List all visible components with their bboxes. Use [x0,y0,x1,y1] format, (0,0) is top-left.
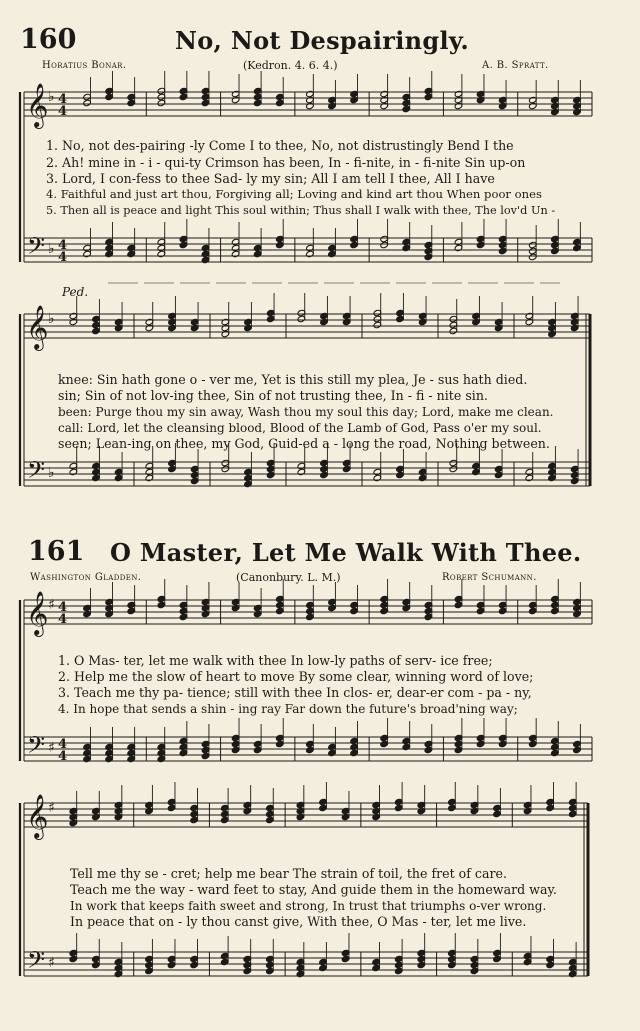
verse-line: seen; Lean-ing on thee, my God, Guid-ed a - long the road, Nothing between. [58,436,550,451]
verse-line: 1. No, not des-pairing -ly Come I to thee, No, not distrustingly Bend I the [46,138,514,153]
time-signature: 4 [58,238,68,253]
bass-clef: 𝄢 [27,456,46,489]
words-credit: Horatius Bonar. [42,60,127,71]
key-signature: ♭ [48,465,55,481]
time-signature: 4 [58,612,68,627]
treble-clef: 𝄞 [26,591,49,635]
verse-line: knee: Sin hath gone o - ver me, Yet is this still my plea, Je - sus hath died. [58,372,528,387]
key-signature: ♭ [48,89,55,105]
hymn-number: 161 [28,536,85,567]
key-signature: ♭ [48,311,55,327]
key-signature: ♯ [48,800,55,816]
music-credit: A. B. Spratt. [482,60,549,71]
pedal-marking: Ped. [62,285,89,299]
hymn-title: O Master, Let Me Walk With Thee. [110,538,582,567]
verse-line: sin; Sin of not lov-ing thee, Sin of not trusting thee, In - fi - nite sin. [58,388,488,403]
music-credit: Robert Schumann. [442,572,537,583]
verse-line: Tell me thy se - cret; help me bear The strain of toil, the fret of care. [70,866,507,881]
bass-clef: 𝄢 [27,946,46,979]
key-signature: ♭ [48,241,55,257]
verse-line: been: Purge thou my sin away, Wash thou my soul this day; Lord, make me clean. [58,405,554,419]
verse-line: Teach me the way - ward feet to stay, And guide them in the homeward way. [70,882,557,897]
time-signature: 4 [58,600,68,615]
time-signature: 4 [58,749,68,764]
treble-clef: 𝄞 [26,305,49,349]
verse-line: 3. Teach me thy pa- tience; still with thee In clos- er, dear-er com - pa - ny, [58,685,532,700]
time-signature: 4 [58,92,68,107]
time-signature: 4 [58,250,68,265]
verse-line: 4. In hope that sends a shin - ing ray Far down the future's broad'ning way; [58,702,518,716]
verse-line: 2. Help me the slow of heart to move By some clear, winning word of love; [58,669,534,684]
tune-meter: (Canonbury. L. M.) [236,571,341,584]
tune-meter: (Kedron. 4. 6. 4.) [243,59,338,72]
bass-clef: 𝄢 [27,232,46,265]
bass-clef: 𝄢 [27,731,46,764]
time-signature: 4 [58,104,68,119]
verse-line: 4. Faithful and just art thou, Forgiving all; Loving and kind art thou When poor ones [46,187,542,201]
hymn-number: 160 [20,24,77,55]
verse-line: 2. Ah! mine in - i - qui-ty Crimson has been, In - fi-nite, in - fi-nite Sin up-on [46,155,526,170]
verse-line: In work that keeps faith sweet and strong, In trust that triumphs o-ver wrong. [70,899,547,913]
hymn-title: No, Not Despairingly. [175,26,470,55]
verse-line: 3. Lord, I con-fess to thee Sad- ly my sin; All I am tell I thee, All I have [46,171,495,186]
treble-clef: 𝄞 [26,794,49,838]
verse-line: In peace that on - ly thou canst give, With thee, O Mas - ter, let me live. [70,914,527,929]
key-signature: ♯ [48,597,55,613]
key-signature: ♯ [48,740,55,756]
verse-line: 1. O Mas- ter, let me walk with thee In low-ly paths of serv- ice free; [58,653,493,668]
treble-clef: 𝄞 [26,83,49,127]
key-signature: ♯ [48,955,55,971]
words-credit: Washington Gladden. [30,572,142,583]
time-signature: 4 [58,737,68,752]
verse-line: call: Lord, let the cleansing blood, Blood of the Lamb of God, Pass o'er my soul. [58,421,542,435]
verse-line: 5. Then all is peace and light This soul within; Thus shall I walk with thee, The lov'd Un - [46,204,556,217]
